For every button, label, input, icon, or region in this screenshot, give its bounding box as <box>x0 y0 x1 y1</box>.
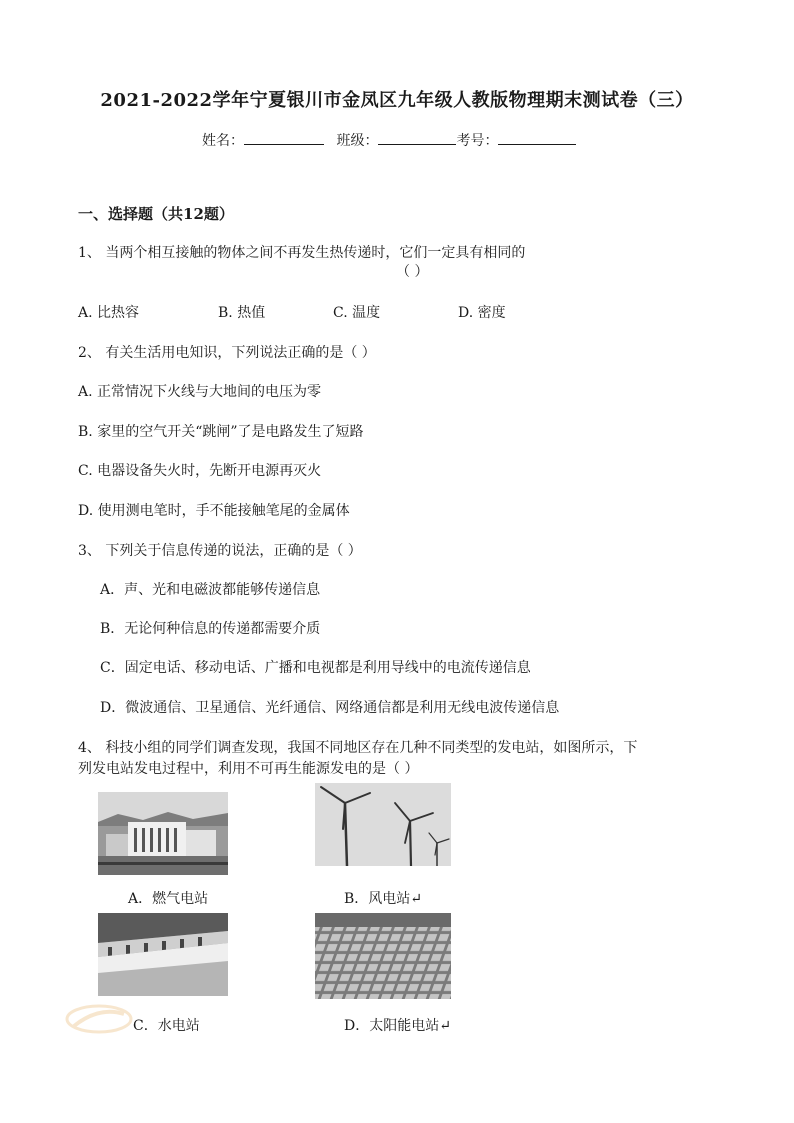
q2-option-a: A. 正常情况下火线与大地间的电压为零 <box>78 384 322 400</box>
hydro-power-station-image <box>98 913 228 996</box>
q1-option-d: D. 密度 <box>458 305 506 321</box>
question-4-stem-line1: 4、 科技小组的同学们调查发现，我国不同地区存在几种不同类型的发电站，如图所示，下 <box>78 740 638 756</box>
solar-power-station-image <box>315 913 451 999</box>
gas-power-station-image <box>98 792 228 875</box>
caption-wind-station: B．风电站↵ <box>344 891 423 907</box>
id-blank <box>498 130 576 145</box>
student-info <box>202 130 576 150</box>
name-blank <box>244 130 324 145</box>
page-title: 2021-2022学年宁夏银川市金凤区九年级人教版物理期末测试卷（三） <box>100 90 694 111</box>
question-2-stem: 2、 有关生活用电知识，下列说法正确的是（ ） <box>78 345 376 361</box>
question-3-stem: 3、 下列关于信息传递的说法，正确的是（ ） <box>78 543 362 559</box>
q2-option-b: B. 家里的空气开关“跳闸”了是电路发生了短路 <box>78 424 364 440</box>
class-label: 班级： <box>336 133 379 149</box>
question-4-stem-line2: 列发电站发电过程中，利用不可再生能源发电的是（ ） <box>78 761 419 777</box>
caption-hydro-station: C．水电站 <box>133 1018 200 1034</box>
name-label: 姓名： <box>202 133 244 149</box>
q2-option-c: C. 电器设备失火时，先断开电源再灭火 <box>78 463 322 479</box>
q1-option-c: C. 温度 <box>333 305 381 321</box>
q1-option-a: A. 比热容 <box>78 305 140 321</box>
q3-option-c: C．固定电话、移动电话、广播和电视都是利用导线中的电流传递信息 <box>100 660 531 676</box>
watermark-logo <box>64 1002 134 1036</box>
question-1-stem: 1、 当两个相互接触的物体之间不再发生热传递时，它们一定具有相同的 <box>78 245 526 261</box>
q3-option-d: D．微波通信、卫星通信、光纤通信、网络通信都是利用无线电波传递信息 <box>100 700 560 716</box>
caption-solar-station: D．太阳能电站↵ <box>344 1018 451 1034</box>
q3-option-a: A．声、光和电磁波都能够传递信息 <box>100 582 321 598</box>
section-heading: 一、选择题（共12题） <box>78 205 234 223</box>
id-label: 考号： <box>456 133 499 149</box>
q2-option-d: D. 使用测电笔时，手不能接触笔尾的金属体 <box>78 503 350 519</box>
caption-gas-station: A．燃气电站 <box>128 891 209 907</box>
q3-option-b: B．无论何种信息的传递都需要介质 <box>100 621 321 637</box>
q1-option-b: B. 热值 <box>218 305 266 321</box>
wind-power-station-image <box>315 783 451 866</box>
question-1-paren: （ ） <box>396 264 429 280</box>
class-blank <box>378 130 456 145</box>
